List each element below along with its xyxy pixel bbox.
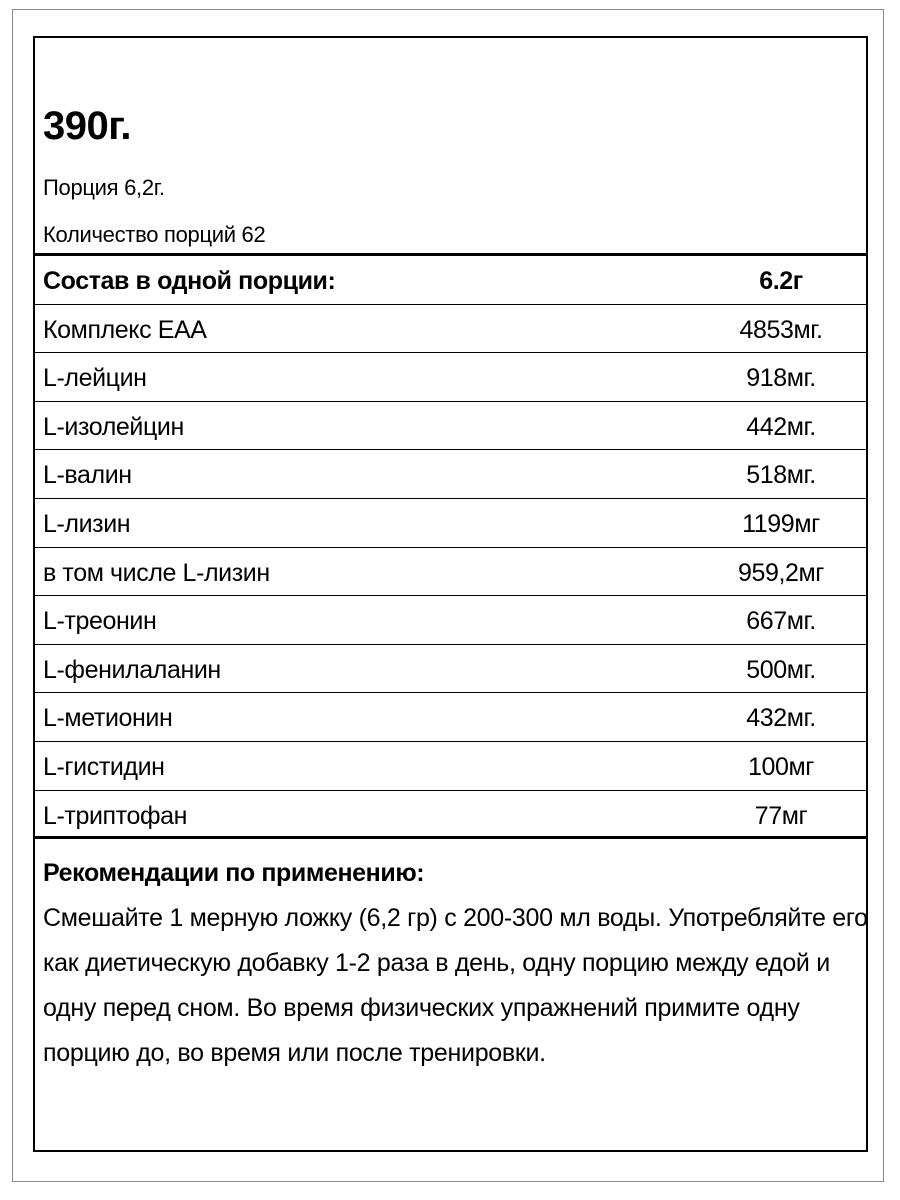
ingredient-amount: 432мг.	[746, 704, 816, 733]
ingredient-name: L-триптофан	[43, 801, 188, 830]
ingredient-amount: 100мг	[747, 752, 815, 781]
ingredient-amount: 518мг.	[746, 461, 816, 490]
table-row	[35, 693, 866, 742]
ingredient-name: L-треонин	[43, 607, 157, 636]
ingredient-name: в том числе L-лизин	[43, 558, 270, 587]
composition-header-label: Состав в одной порции:	[43, 267, 336, 295]
product-weight: 390г.	[43, 104, 132, 148]
table-row	[35, 791, 866, 840]
ingredient-amount: 667мг.	[746, 607, 816, 636]
ingredient-name: L-лизин	[43, 509, 131, 538]
nutrition-label	[33, 36, 868, 1152]
table-row	[35, 450, 866, 499]
ingredient-name: L-гистидин	[43, 752, 165, 781]
table-row	[35, 353, 866, 402]
ingredient-amount: 500мг.	[746, 655, 816, 684]
ingredient-name: L-метионин	[43, 704, 173, 733]
composition-header-row	[35, 256, 866, 305]
usage-text: Смешайте 1 мерную ложку (6,2 гр) с 200-300 мл воды. Употребляйте его как диетическую добавку 1-2 раза в день, одну порцию между едой и одну перед сном. Во время физических упражнений примите одну порцию до, во время или после тренировки.	[43, 904, 868, 1067]
product-header	[35, 38, 866, 256]
usage-section	[35, 844, 866, 1076]
ingredient-amount: 4853мг.	[739, 315, 823, 344]
table-row	[35, 499, 866, 548]
serving-size: Порция 6,2г.	[43, 175, 165, 200]
ingredient-amount: 442мг.	[746, 412, 816, 441]
ingredient-amount: 1199мг	[742, 509, 820, 538]
servings-count: Количество порций 62	[43, 222, 266, 247]
ingredient-amount: 77мг	[754, 801, 808, 830]
table-row	[35, 305, 866, 354]
ingredient-name: L-фенилаланин	[43, 655, 221, 684]
ingredient-amount: 918мг.	[746, 364, 816, 393]
table-row	[35, 402, 866, 451]
ingredient-amount: 959,2мг	[737, 558, 825, 587]
table-row	[35, 596, 866, 645]
ingredient-name: Комплекс ЕАА	[43, 315, 207, 344]
ingredient-name: L-изолейцин	[43, 412, 184, 441]
ingredient-name: L-лейцин	[43, 364, 147, 393]
table-row	[35, 742, 866, 791]
composition-table	[35, 256, 866, 839]
composition-header-amount: 6.2г	[759, 267, 803, 295]
usage-title: Рекомендации по применению:	[43, 859, 425, 887]
table-row	[35, 645, 866, 694]
ingredient-name: L-валин	[43, 461, 132, 490]
table-row	[35, 548, 866, 597]
